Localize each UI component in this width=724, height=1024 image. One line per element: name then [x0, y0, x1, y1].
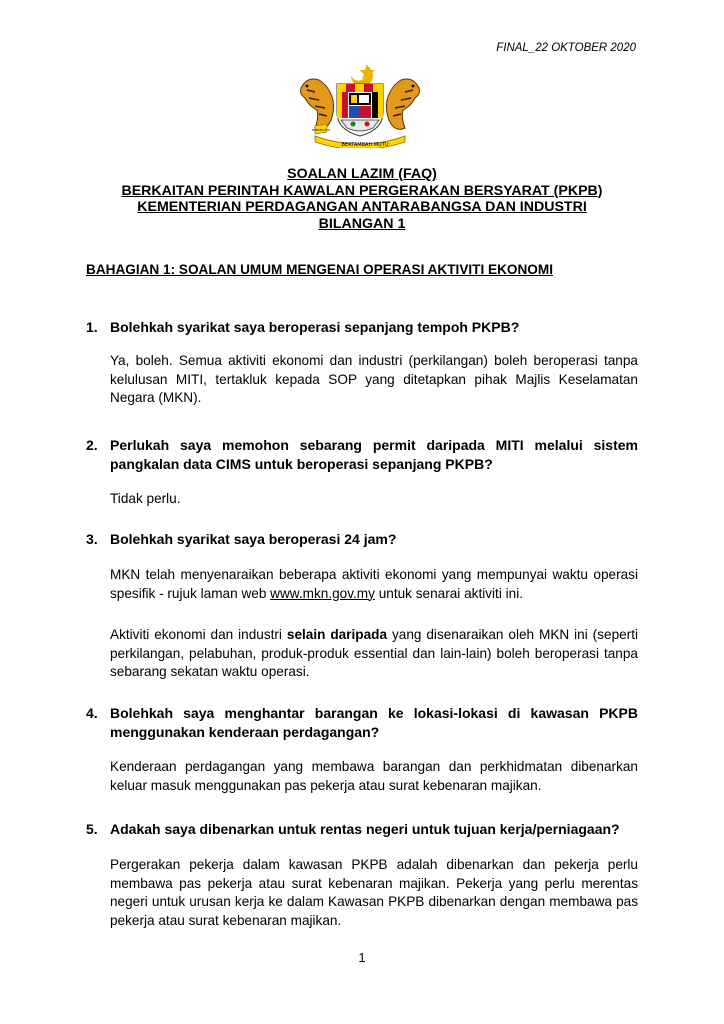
title-issue-number: BILANGAN 1 — [318, 215, 406, 232]
section-heading: BAHAGIAN 1: SOALAN UMUM MENGENAI OPERASI AKTIVITI EKONOMI — [86, 262, 553, 277]
faq-answer-3a — [110, 566, 638, 603]
faq-answer-1: Ya, boleh. Semua aktiviti ekonomi dan industri (perkilangan) boleh beroperasi tanpa kelulusan MITI, tertakluk kepada SOP yang ditetapkan pihak Majlis Keselamatan Negara (MKN). — [110, 353, 638, 405]
document-title-block — [86, 166, 638, 232]
svg-text:BERSEKUTU: BERSEKUTU — [312, 128, 330, 132]
faq-question-1 — [86, 318, 638, 337]
faq-question-4 — [86, 704, 638, 741]
faq-number: 4. — [86, 705, 98, 721]
answer-text: MKN telah menyenaraikan beberapa aktiviti ekonomi yang mempunyai waktu operasi spesifik - rujuk laman web — [110, 567, 638, 601]
mkn-website-link[interactable]: www.mkn.gov.my — [270, 585, 375, 601]
document-version-tag: FINAL_22 OKTOBER 2020 — [496, 42, 636, 54]
svg-text:BERTAMBAH MUTU: BERTAMBAH MUTU — [341, 142, 389, 148]
faq-answer-2: Tidak perlu. — [110, 491, 181, 506]
malaysia-coat-of-arms-icon — [293, 62, 427, 148]
faq-question-text: Bolehkah syarikat saya beroperasi 24 jam? — [110, 531, 397, 547]
title-ministry: KEMENTERIAN PERDAGANGAN ANTARABANGSA DAN INDUSTRI — [137, 199, 587, 216]
answer-text: Aktiviti ekonomi dan industri — [110, 627, 287, 642]
faq-question-5 — [86, 820, 638, 839]
faq-question-text: Bolehkah saya menghantar barangan ke lokasi-lokasi di kawasan PKPB menggunakan kenderaan perdagangan? — [110, 705, 638, 740]
answer-text: untuk senarai aktiviti ini. — [374, 585, 524, 601]
answer-emphasis: selain daripada — [286, 627, 388, 642]
faq-number: 1. — [86, 319, 98, 335]
faq-question-text: Perlukah saya memohon sebarang permit daripada MITI melalui sistem pangkalan data CIMS untuk beroperasi sepanjang PKPB? — [110, 437, 638, 472]
faq-question-text: Bolehkah syarikat saya beroperasi sepanjang tempoh PKPB? — [110, 319, 520, 335]
faq-number: 2. — [86, 437, 98, 453]
title-pkpb: BERKAITAN PERINTAH KAWALAN PERGERAKAN BERSYARAT (PKPB) — [121, 182, 603, 199]
faq-answer-4: Kenderaan perdagangan yang membawa barangan dan perkhidmatan dibenarkan keluar masuk menggunakan pas pekerja atau surat kebenaran majikan. — [110, 759, 638, 793]
title-faq: SOALAN LAZIM (FAQ) — [287, 166, 437, 182]
faq-answer-5: Pergerakan pekerja dalam kawasan PKPB adalah dibenarkan dan pekerja perlu membawa pas pekerja atau surat kebenaran majikan. Pekerja yang perlu merentas negeri untuk urusan kerja ke dalam Kawasan PKPB dibenarkan dengan membawa pas pekerja atau surat kebenaran majikan. — [110, 857, 638, 928]
answer-text: yang disenaraikan oleh MKN ini (seperti perkilangan, pelabuhan, produk-produk essential dan lain-lain) boleh beroperasi tanpa sebarang sekatan waktu operasi. — [110, 627, 639, 679]
faq-number: 5. — [86, 821, 98, 837]
page-number: 1 — [358, 950, 366, 965]
faq-number: 3. — [86, 531, 98, 547]
faq-question-3 — [86, 530, 638, 549]
faq-question-text: Adakah saya dibenarkan untuk rentas negeri untuk tujuan kerja/perniagaan? — [110, 821, 620, 837]
faq-question-2 — [86, 436, 638, 473]
faq-answer-3b — [110, 626, 638, 682]
